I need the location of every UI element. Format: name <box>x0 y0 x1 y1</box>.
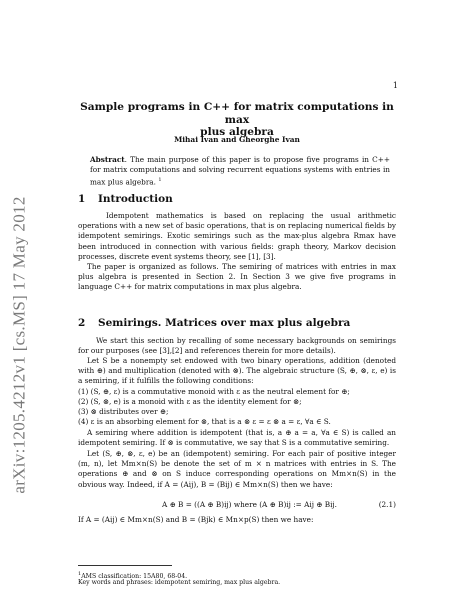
condition-item: (2) (S, ⊗, e) is a monoid with ε as the identity element for ⊗; <box>78 397 302 406</box>
footnote-rule <box>78 565 172 566</box>
footnote-mark: 1 <box>78 571 82 577</box>
paper-title <box>78 101 396 139</box>
equation-number: (2.1) <box>378 500 396 509</box>
authors: Mihai Ivan and Gheorghe Ivan <box>174 135 300 144</box>
section-1-paragraph-1: Idempotent mathematics is based on replacing the usual arithmetic operations with a new set of basic operations, that is on replacing numerical fields by idempotent semirings. Exotic semirings such as the max-plus algebra Rmax have been introduced in connection with various fields: graph theory, Markov decision processes, discrete event systems theory, see [1], [3]. <box>78 211 396 261</box>
footnote-ams-text: AMS classification: 15A80, 68-04. <box>81 573 188 581</box>
section-2-paragraph-2: Let S be a nonempty set endowed with two binary operations, addition (denoted with ⊕) and multiplication (denoted with ⊗). The algebraic structure (S, ⊕, ⊗, ε, e) is a semiring, if it fulfills the following conditions: <box>78 356 396 386</box>
condition-item: (1) (S, ⊕, ε) is a commutative monoid with ε as the neutral element for ⊕; <box>78 387 350 396</box>
title-line-1: Sample programs in C++ for matrix computations in max <box>80 101 394 126</box>
condition-item: (4) ε is an absorbing element for ⊗, that is a ⊗ ε = ε ⊗ a = ε, ∀a ∈ S. <box>78 417 331 426</box>
section-1-heading <box>78 194 173 204</box>
section-2-paragraph-1: We start this section by recalling of some necessary backgrounds on semirings for our purposes (see [3],[2] and references therein for more details). <box>78 336 396 356</box>
abstract <box>90 155 390 188</box>
section-2-paragraph-3: A semiring where addition is idempotent (that is, a ⊕ a = a, ∀a ∈ S) is called an idempotent semiring. If ⊗ is commutative, we say that S is a commutative semiring. <box>78 428 396 448</box>
arxiv-stamp-text: arXiv:1205.4212v1 [cs.MS] 17 May 2012 <box>10 196 29 494</box>
section-2-paragraph-4: Let (S, ⊕, ⊗, ε, e) be an (idempotent) semiring. For each pair of positive integer (m, n), let Mm×n(S) be denote the set of m × n matrices with entries in S. The operations ⊕ and ⊗ on S induce corresponding operations on Mm×n(S) in the obvious way. Indeed, if A = (Aij), B = (Bij) ∈ Mm×n(S) then we have: <box>78 449 396 489</box>
title-line-2: plus algebra <box>200 126 274 138</box>
page-number: 1 <box>392 81 398 90</box>
equation-body: A ⊕ B = ((A ⊕ B)ij) where (A ⊕ B)ij := Aij ⊕ Bij. <box>162 500 337 509</box>
footnote-keywords: Key words and phrases: idempotent semiring, max plus algebra. <box>78 579 281 586</box>
section-1-paragraph-2: The paper is organized as follows. The semiring of matrices with entries in max plus algebra is presented in Section 2. In Section 3 we give five programs in language C++ for matrix computations in max plus algebra. <box>78 262 396 292</box>
abstract-label: Abstract <box>90 155 125 164</box>
abstract-text: . The main purpose of this paper is to propose five programs in C++ for matrix computations and solving recurrent equations systems with entries in max plus algebra. <box>90 155 390 187</box>
section-1-number: 1 <box>78 193 86 205</box>
section-2-number: 2 <box>78 317 86 329</box>
section-2-heading <box>78 318 350 328</box>
abstract-footmark: 1 <box>158 177 162 184</box>
section-1-title: Introduction <box>98 193 173 205</box>
section-2-title: Semirings. Matrices over max plus algebra <box>98 317 351 329</box>
condition-item: (3) ⊗ distributes over ⊕; <box>78 407 169 416</box>
section-2-paragraph-5: If A = (Aij) ∈ Mm×n(S) and B = (Bjk) ∈ Mn×p(S) then we have: <box>78 515 314 524</box>
arxiv-stamp <box>2 150 38 540</box>
